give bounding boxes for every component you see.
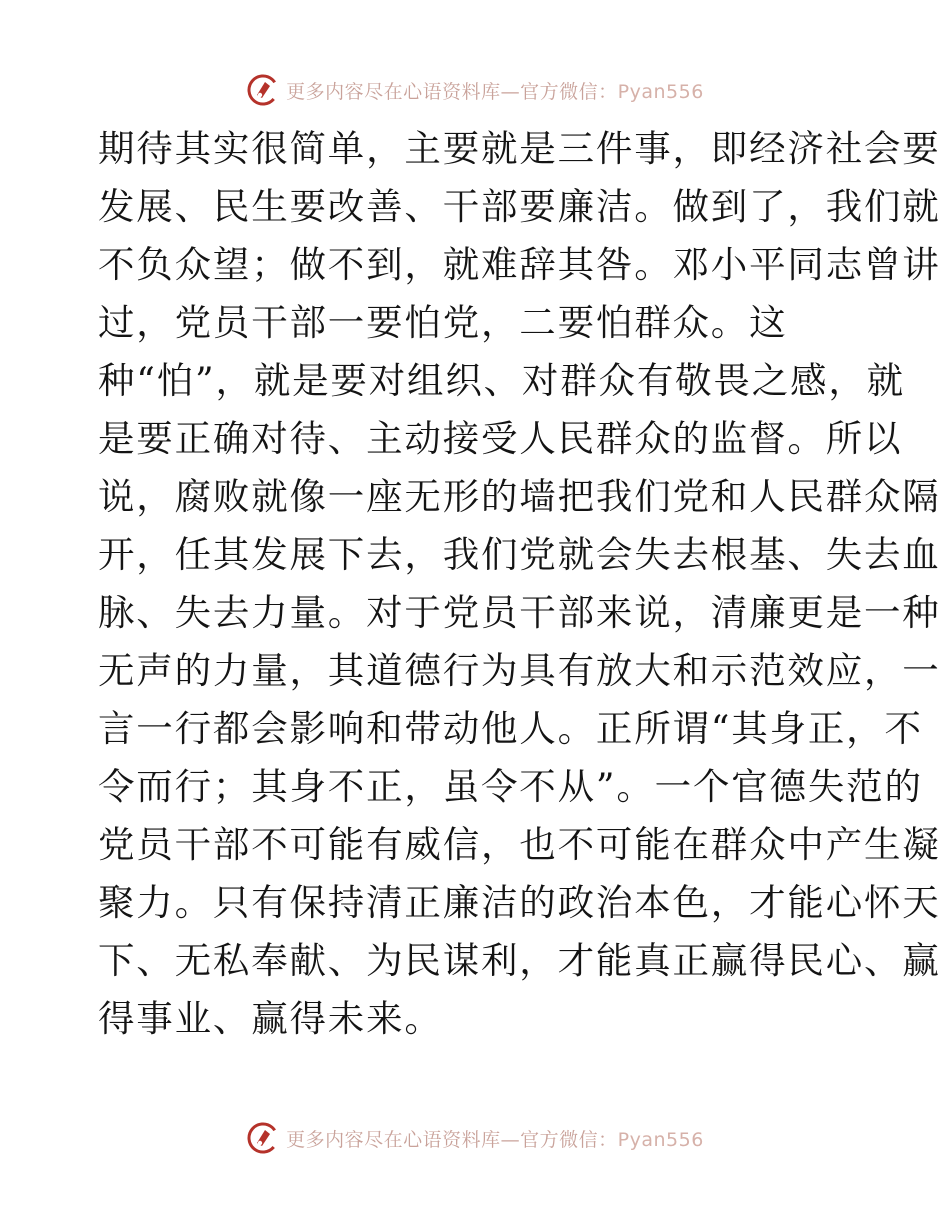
header-watermark (0, 70, 950, 110)
watermark-label: 更多内容尽在心语资料库—官方微信： (286, 1128, 618, 1151)
watermark-text (286, 77, 704, 104)
pen-nib-logo-icon (246, 73, 280, 107)
footer-watermark (0, 1118, 950, 1158)
text-line: 期待其实很简单，主要就是三件事，即经济社会要 (98, 127, 941, 170)
document-body (98, 120, 941, 1048)
watermark-label: 更多内容尽在心语资料库—官方微信： (286, 80, 618, 103)
text-line: 党员干部不可能有威信，也不可能在群众中产生凝 (98, 823, 941, 866)
watermark-wechat-id: Pyan556 (617, 1128, 704, 1151)
text-line: 得事业、赢得未来。 (98, 997, 443, 1040)
watermark-group (246, 1121, 704, 1155)
text-line: 无声的力量，其道德行为具有放大和示范效应，一 (98, 649, 941, 692)
text-line: 是要正确对待、主动接受人民群众的监督。所以 (98, 417, 903, 460)
text-line: 令而行；其身不正，虽令不从”。一个官德失范的 (98, 765, 923, 808)
pen-nib-logo-icon (246, 1121, 280, 1155)
watermark-text (286, 1125, 704, 1152)
watermark-group (246, 73, 704, 107)
text-line: 不负众望；做不到，就难辞其咎。邓小平同志曾讲 (98, 243, 941, 286)
text-line: 种“怕”，就是要对组织、对群众有敬畏之感，就 (98, 359, 905, 402)
text-line: 聚力。只有保持清正廉洁的政治本色，才能心怀天 (98, 881, 941, 924)
text-line: 脉、失去力量。对于党员干部来说，清廉更是一种 (98, 591, 941, 634)
text-line: 过，党员干部一要怕党，二要怕群众。这 (98, 301, 788, 344)
text-line: 开，任其发展下去，我们党就会失去根基、失去血 (98, 533, 941, 576)
text-line: 说，腐败就像一座无形的墙把我们党和人民群众隔 (98, 475, 941, 518)
watermark-wechat-id: Pyan556 (617, 80, 704, 103)
text-line: 言一行都会影响和带动他人。正所谓“其身正，不 (98, 707, 923, 750)
text-line: 发展、民生要改善、干部要廉洁。做到了，我们就 (98, 185, 941, 228)
text-line: 下、无私奉献、为民谋利，才能真正赢得民心、赢 (98, 939, 941, 982)
